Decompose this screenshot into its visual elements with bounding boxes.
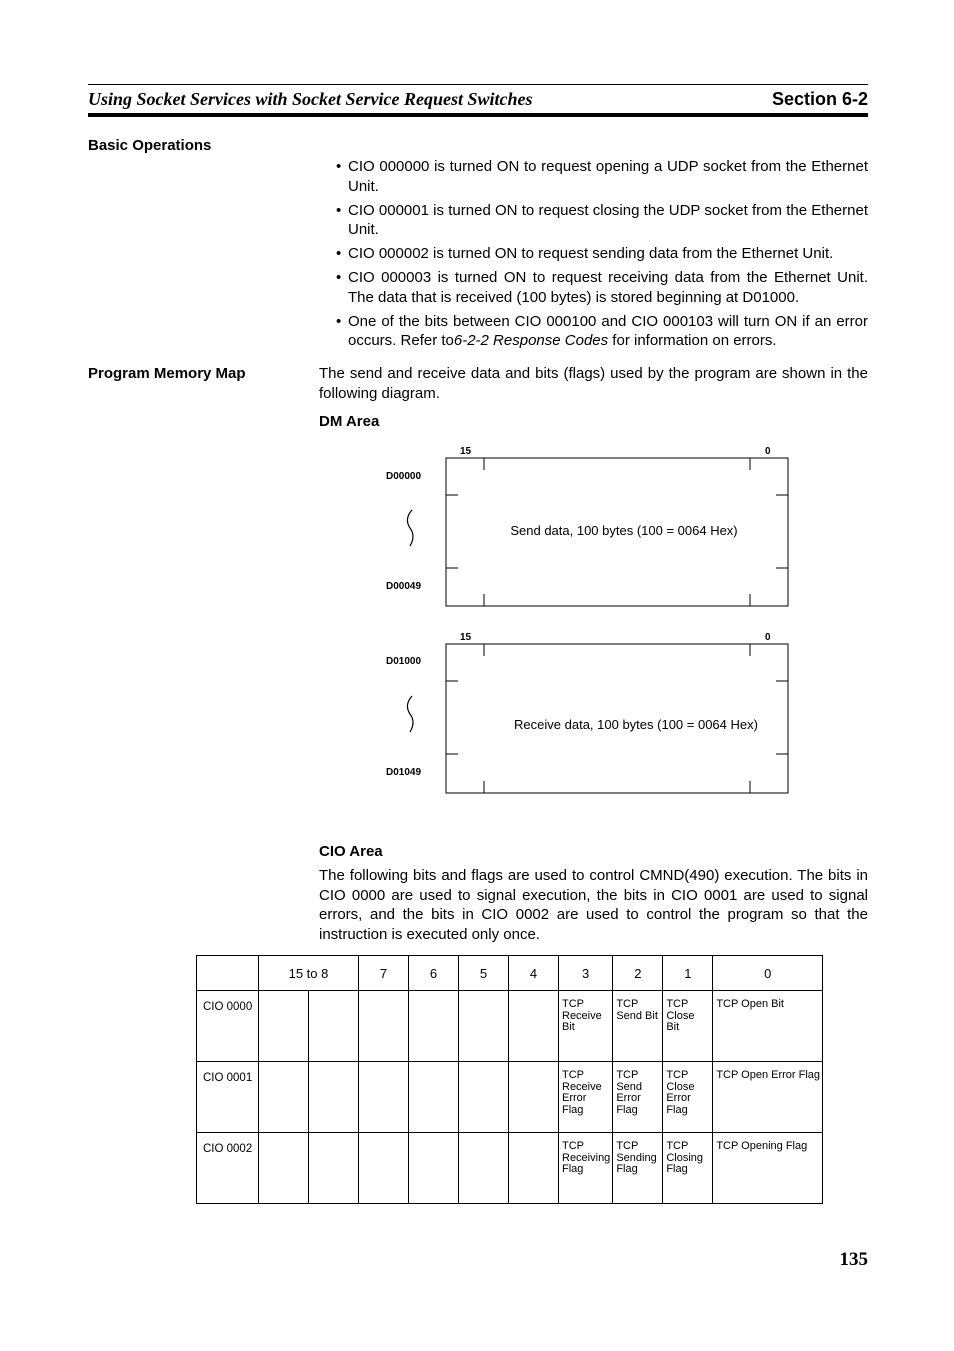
row-label: CIO 0002 <box>197 1133 259 1204</box>
bit-high-label: 15 <box>460 446 472 457</box>
bit-cell: TCP Sending Flag <box>613 1133 663 1204</box>
break-mark-icon <box>407 696 413 732</box>
program-memory-map-heading: Program Memory Map <box>88 365 246 382</box>
receive-data-label: Receive data, 100 bytes (100 = 0064 Hex) <box>514 717 758 732</box>
header-top-rule <box>88 84 868 85</box>
send-end-address: D00049 <box>386 581 422 592</box>
column-header: 0 <box>713 956 823 991</box>
basic-operations-heading: Basic Operations <box>88 137 212 154</box>
response-codes-reference: 6-2-2 Response Codes <box>453 332 609 349</box>
bit-cell: TCP Open Error Flag <box>713 1062 823 1133</box>
receive-start-address: D01000 <box>386 656 422 667</box>
program-memory-map-intro: The send and receive data and bits (flags) used by the program are shown in the following diagram. <box>319 365 868 402</box>
bit-cell: TCP Receiving Flag <box>559 1133 613 1204</box>
table-row <box>197 991 823 1062</box>
running-header-title: Using Socket Services with Socket Service Request Switches <box>88 89 533 109</box>
cio-bit-table <box>196 955 823 1204</box>
column-header: 15 to 8 <box>259 956 359 991</box>
dm-area-diagram <box>370 440 820 830</box>
bit-cell: TCP Send Error Flag <box>613 1062 663 1133</box>
cio-area-heading: CIO Area <box>319 843 383 860</box>
basic-operations-list <box>336 157 868 355</box>
bit-cell: TCP Opening Flag <box>713 1133 823 1204</box>
header-bottom-rule <box>88 113 868 117</box>
bit-low-label: 0 <box>765 446 771 457</box>
list-item: • CIO 000000 is turned ON to request opening a UDP socket from the Ethernet Unit. <box>336 158 868 195</box>
column-header: 4 <box>509 956 559 991</box>
receive-data-block <box>386 632 788 793</box>
table-row <box>197 1062 823 1133</box>
column-header: 2 <box>613 956 663 991</box>
column-header: 7 <box>359 956 409 991</box>
bit-cell: TCP Send Bit <box>613 991 663 1062</box>
send-data-label: Send data, 100 bytes (100 = 0064 Hex) <box>510 523 738 538</box>
list-item: • CIO 000002 is turned ON to request sending data from the Ethernet Unit. <box>336 245 834 262</box>
cio-area-description: The following bits and flags are used to control CMND(490) execution. The bits in CIO 0000 are used to signal execution, the bits in CIO 0001 are used to signal errors, and the bits in CIO 0002 are used to control the program so that the instruction is executed only once. <box>319 867 868 943</box>
table-header-row <box>197 956 823 991</box>
table-row <box>197 1133 823 1204</box>
list-item: • CIO 000001 is turned ON to request closing the UDP socket from the Ethernet Unit. <box>336 201 868 238</box>
send-data-block <box>386 446 788 606</box>
page-number: 135 <box>839 1249 868 1270</box>
bit-cell: TCP Open Bit <box>713 991 823 1062</box>
break-mark-icon <box>407 510 413 546</box>
bit-cell: TCP Closing Flag <box>663 1133 713 1204</box>
row-label: CIO 0001 <box>197 1062 259 1133</box>
corner-cell <box>197 956 259 991</box>
bit-cell: TCP Close Error Flag <box>663 1062 713 1133</box>
send-start-address: D00000 <box>386 471 422 482</box>
dm-area-heading: DM Area <box>319 413 380 430</box>
receive-end-address: D01049 <box>386 767 422 778</box>
list-item: • CIO 000003 is turned ON to request receiving data from the Ethernet Unit. The data that is received (100 bytes) is stored beginning at D01000. <box>336 269 868 306</box>
bit-high-label: 15 <box>460 632 472 643</box>
bit-cell: TCP Receive Error Flag <box>559 1062 613 1133</box>
row-label: CIO 0000 <box>197 991 259 1062</box>
bit-cell: TCP Close Bit <box>663 991 713 1062</box>
bit-low-label: 0 <box>765 632 771 643</box>
column-header: 6 <box>409 956 459 991</box>
list-item: • One of the bits between CIO 000100 and CIO 000103 will turn ON if an error occurs. Refer to6-2-2 Response Codes for information on errors. <box>336 312 868 349</box>
column-header: 1 <box>663 956 713 991</box>
column-header: 5 <box>459 956 509 991</box>
bit-cell: TCP Receive Bit <box>559 991 613 1062</box>
column-header: 3 <box>559 956 613 991</box>
section-number: Section 6-2 <box>771 89 868 109</box>
